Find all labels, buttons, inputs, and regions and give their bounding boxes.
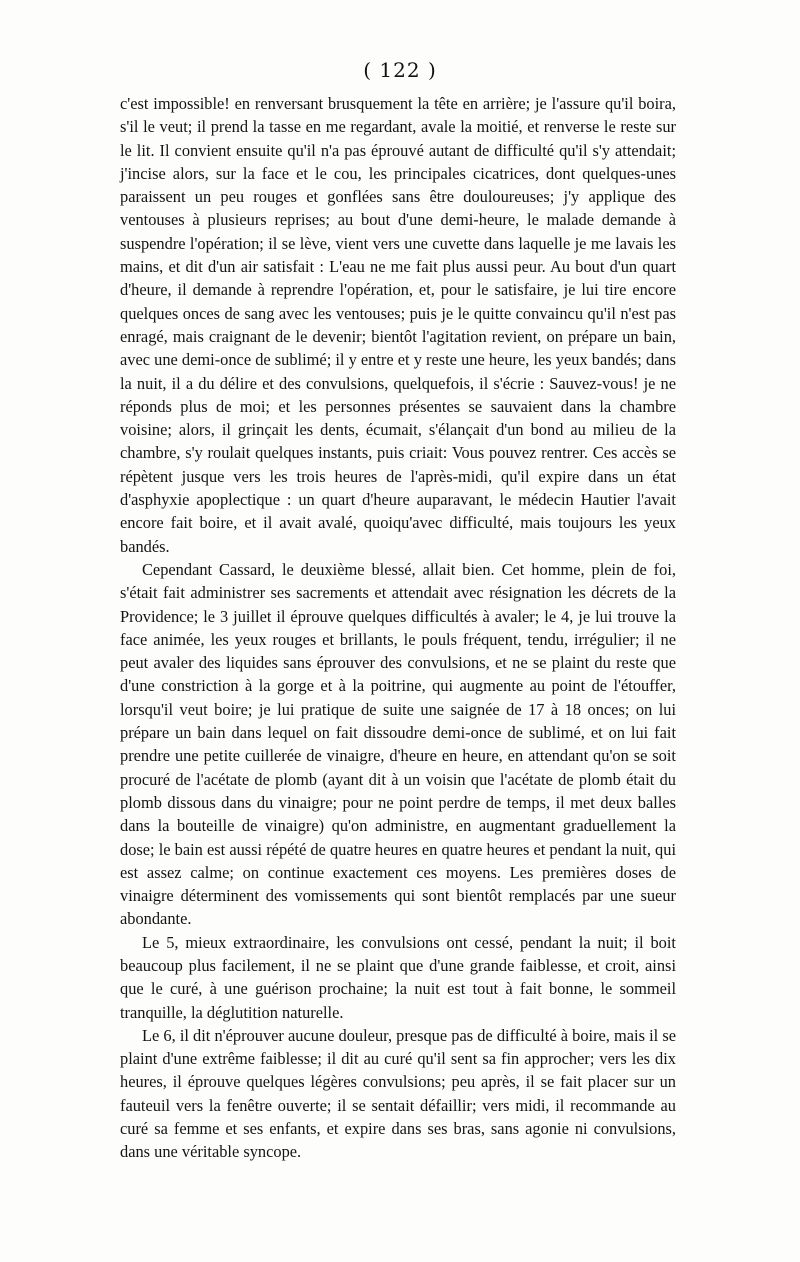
page-body: [120, 92, 676, 1164]
paragraph-continuation: c'est impossible! en renversant brusquement la tête en arrière; je l'assure qu'il boira, s'il le veut; il prend la tasse en me regardant, avale la moitié, et renverse le reste sur le lit. Il convient ensuite qu'il n'a pas éprouvé autant de difficulté qu'il s'y attendait; j'incise alors, sur la face et le cou, les principales cicatrices, dont quelques-unes paraissent un peu rouges et gonflées sans être douloureuses; j'y applique des ventouses à plusieurs reprises; au bout d'une demi-heure, le malade demande à suspendre l'opération; il se lève, vient vers une cuvette dans laquelle je me lavais les mains, et dit d'un air satisfait : L'eau ne me fait plus aussi peur. Au bout d'un quart d'heure, il demande à reprendre l'opération, et, pour le satisfaire, je lui tire encore quelques onces de sang avec les ventouses; puis je le quitte convaincu qu'il n'est pas enragé, mais craignant de le devenir; bientôt l'agitation revient, on prépare un bain, avec une demi-once de sublimé; il y entre et y reste une heure, les yeux bandés; dans la nuit, il a du délire et des convulsions, quelquefois, il s'écrie : Sauvez-vous! je ne réponds plus de moi; et les personnes présentes se sauvaient dans la chambre voisine; alors, il grinçait les dents, écumait, s'élançait d'un bond au milieu de la chambre, s'y roulait quelques instants, puis criait: Vous pouvez rentrer. Ces accès se répètent jusque vers les trois heures de l'après-midi, qu'il expire dans un état d'asphyxie apoplectique : un quart d'heure auparavant, le médecin Hautier l'avait encore fait boire, et il avait avalé, quoiqu'avec difficulté, mais toujours les yeux bandés.: [120, 94, 676, 556]
page-number: ( 122 ): [363, 58, 437, 82]
paragraph-day-6: Le 6, il dit n'éprouver aucune douleur, presque pas de difficulté à boire, mais il se plaint d'une extrême faiblesse; il dit au curé qu'il sent sa fin approcher; vers les dix heures, il éprouve quelques légères convulsions; peu après, il se fait placer sur un fauteuil vers la fenêtre ouverte; il se sentait défaillir; vers midi, il recommande au curé sa femme et ses enfants, et expire dans ses bras, sans agonie ni convulsions, dans une véritable syncope.: [120, 1025, 676, 1162]
paragraph-cassard: Cependant Cassard, le deuxième blessé, allait bien. Cet homme, plein de foi, s'était fait administrer ses sacrements et attendait avec résignation les décrets de la Providence; le 3 juillet il éprouve quelques difficultés à avaler; le 4, je lui trouve la face animée, les yeux rouges et brillants, le pouls fréquent, tendu, irrégulier; il ne peut avaler des liquides sans éprouver des convulsions, et ne se plaint du reste que d'une constriction à la gorge et à la poitrine, qui augmente au point de l'étouffer, lorsqu'il veut boire; je lui pratique de suite une saignée de 17 à 18 onces; on lui prépare un bain dans lequel on fait dissoudre demi-once de sublimé, et on lui fait prendre une petite cuillerée de vinaigre, d'heure en heure, en attendant qu'on se soit procuré de l'acétate de plomb (ayant dit à un voisin que l'acétate de plomb était du plomb dissous dans du vinaigre; pour ne point perdre de temps, il met deux balles dans la bouteille de vinaigre) qu'on administre, en augmentant graduellement la dose; le bain est aussi répété de quatre heures en quatre heures et pendant la nuit, qui est assez calme; on continue exactement ces moyens. Les premières doses de vinaigre déterminent des vomissements qui sont bientôt remplacés par une sueur abondante.: [120, 559, 676, 929]
paragraph-day-5: Le 5, mieux extraordinaire, les convulsions ont cessé, pendant la nuit; il boit beaucoup plus facilement, il ne se plaint que d'une grande faiblesse, et croit, ainsi que le curé, à une guérison prochaine; la nuit est tout à fait bonne, le sommeil tranquille, la déglutition naturelle.: [120, 932, 676, 1022]
